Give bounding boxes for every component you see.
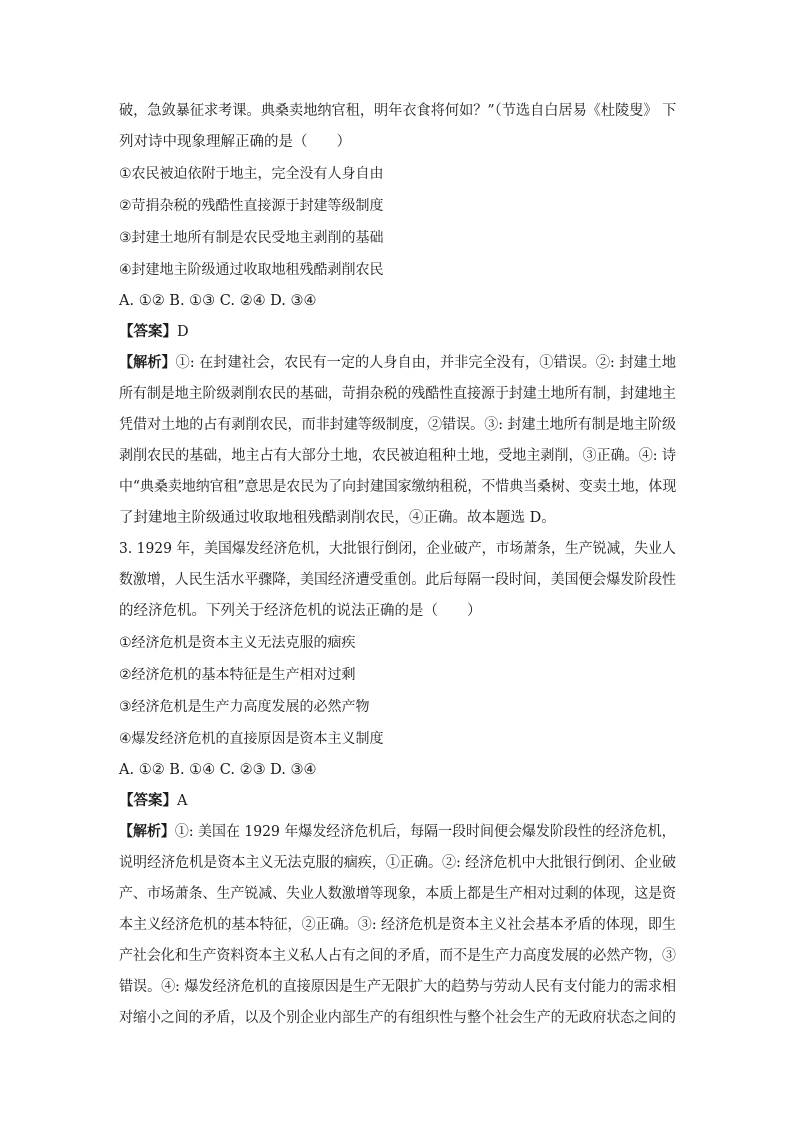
q2-answer-label: 【答案】	[119, 323, 177, 340]
q3-option-2: ②经济危机的基本特征是生产相对过剩	[119, 667, 356, 683]
q2-analysis-line-2: 所有制是地主阶级剥削农民的基础，苛捐杂税的残酷性直接源于封建土地所有制，封建地主	[119, 386, 676, 402]
q2-choices: A. ①② B. ①③ C. ②④ D. ③④	[119, 293, 317, 309]
q3-option-1: ①经济危机是资本主义无法克服的痼疾	[119, 635, 356, 651]
q3-stem-line-1: 3. 1929 年，美国爆发经济危机，大批银行倒闭，企业破产，市场萧条，生产锐减，失业人	[119, 541, 676, 557]
q3-option-3: ③经济危机是生产力高度发展的必然产物	[119, 699, 370, 715]
q3-analysis-line-7: 对缩小之间的矛盾，以及个别企业内部生产的有组织性与整个社会生产的无政府状态之间的	[119, 1010, 676, 1026]
q2-option-4: ④封建地主阶级通过收取地租残酷剥削农民	[119, 262, 384, 278]
q3-stem-line-3: 的经济危机。下列关于经济危机的说法正确的是（ ）	[119, 603, 482, 619]
q3-analysis-line-2: 说明经济危机是资本主义无法克服的痼疾，①正确。②: 经济危机中大批银行倒闭、企业破	[119, 855, 677, 871]
q3-analysis-line-5: 产社会化和生产资料资本主义私人占有之间的矛盾，而不是生产力高度发展的必然产物，③	[119, 948, 676, 964]
q2-analysis-line-1	[119, 353, 676, 373]
q2-option-1: ①农民被迫依附于地主，完全没有人身自由	[119, 166, 384, 182]
q3-analysis-text-1: ①: 美国在 1929 年爆发经济危机后，每隔一段时间便会爆发阶段性的经济危机，	[174, 824, 676, 840]
q3-answer-value: A	[177, 793, 188, 809]
q2-stem-line-1: 破，急敛暴征求考课。典桑卖地纳官租，明年衣食将何如？”（节选自白居易《杜陵叟》 下	[119, 103, 677, 119]
q2-analysis-line-4: 剥削农民的基础，地主占有大部分土地，农民被迫租种土地，受地主剥削，③正确。④: 诗	[119, 448, 677, 464]
q3-option-4: ④爆发经济危机的直接原因是资本主义制度	[119, 731, 384, 747]
q3-analysis-line-6: 错误。④: 爆发经济危机的直接原因是生产无限扩大的趋势与劳动人民有支付能力的需求相	[119, 979, 677, 995]
q2-analysis-line-5: 中“典桑卖地纳官租”意思是农民为了向封建国家缴纳租税，不惜典当桑树、变卖土地，体现	[119, 479, 677, 495]
q2-analysis-line-3: 凭借对土地的占有剥削农民，而非封建等级制度，②错误。③: 封建土地所有制是地主阶级	[119, 417, 677, 433]
q3-answer	[119, 791, 187, 811]
q2-analysis-line-6: 了封建地主阶级通过收取地租残酷剥削农民，④正确。故本题选 D。	[119, 510, 556, 526]
q3-choices: A. ①② B. ①④ C. ②③ D. ③④	[119, 762, 317, 778]
q3-stem-line-2: 数激增，人民生活水平骤降，美国经济遭受重创。此后每隔一段时间，美国便会爆发阶段性	[119, 572, 676, 588]
q3-analysis-label: 【解析】	[119, 823, 175, 840]
q3-analysis-line-1	[119, 822, 676, 842]
q2-option-3: ③封建土地所有制是农民受地主剥削的基础	[119, 230, 384, 246]
q2-option-2: ②苛捐杂税的残酷性直接源于封建等级制度	[119, 198, 384, 214]
q3-analysis-line-3: 产、市场萧条、生产锐减、失业人数激增等现象，本质上都是生产相对过剩的体现，这是资	[119, 886, 676, 902]
q2-analysis-text-1: ①: 在封建社会，农民有一定的人身自由，并非完全没有，①错误。②: 封建土地	[175, 355, 677, 371]
q2-answer-value: D	[177, 324, 189, 340]
q3-analysis-line-4: 本主义经济危机的基本特征，②正确。③: 经济危机是资本主义社会基本矛盾的体现，即生	[119, 917, 677, 933]
q3-answer-label: 【答案】	[119, 792, 177, 809]
q2-answer	[119, 322, 189, 342]
q2-stem-line-2: 列对诗中现象理解正确的是（ ）	[119, 134, 351, 150]
q2-analysis-label: 【解析】	[119, 354, 176, 371]
